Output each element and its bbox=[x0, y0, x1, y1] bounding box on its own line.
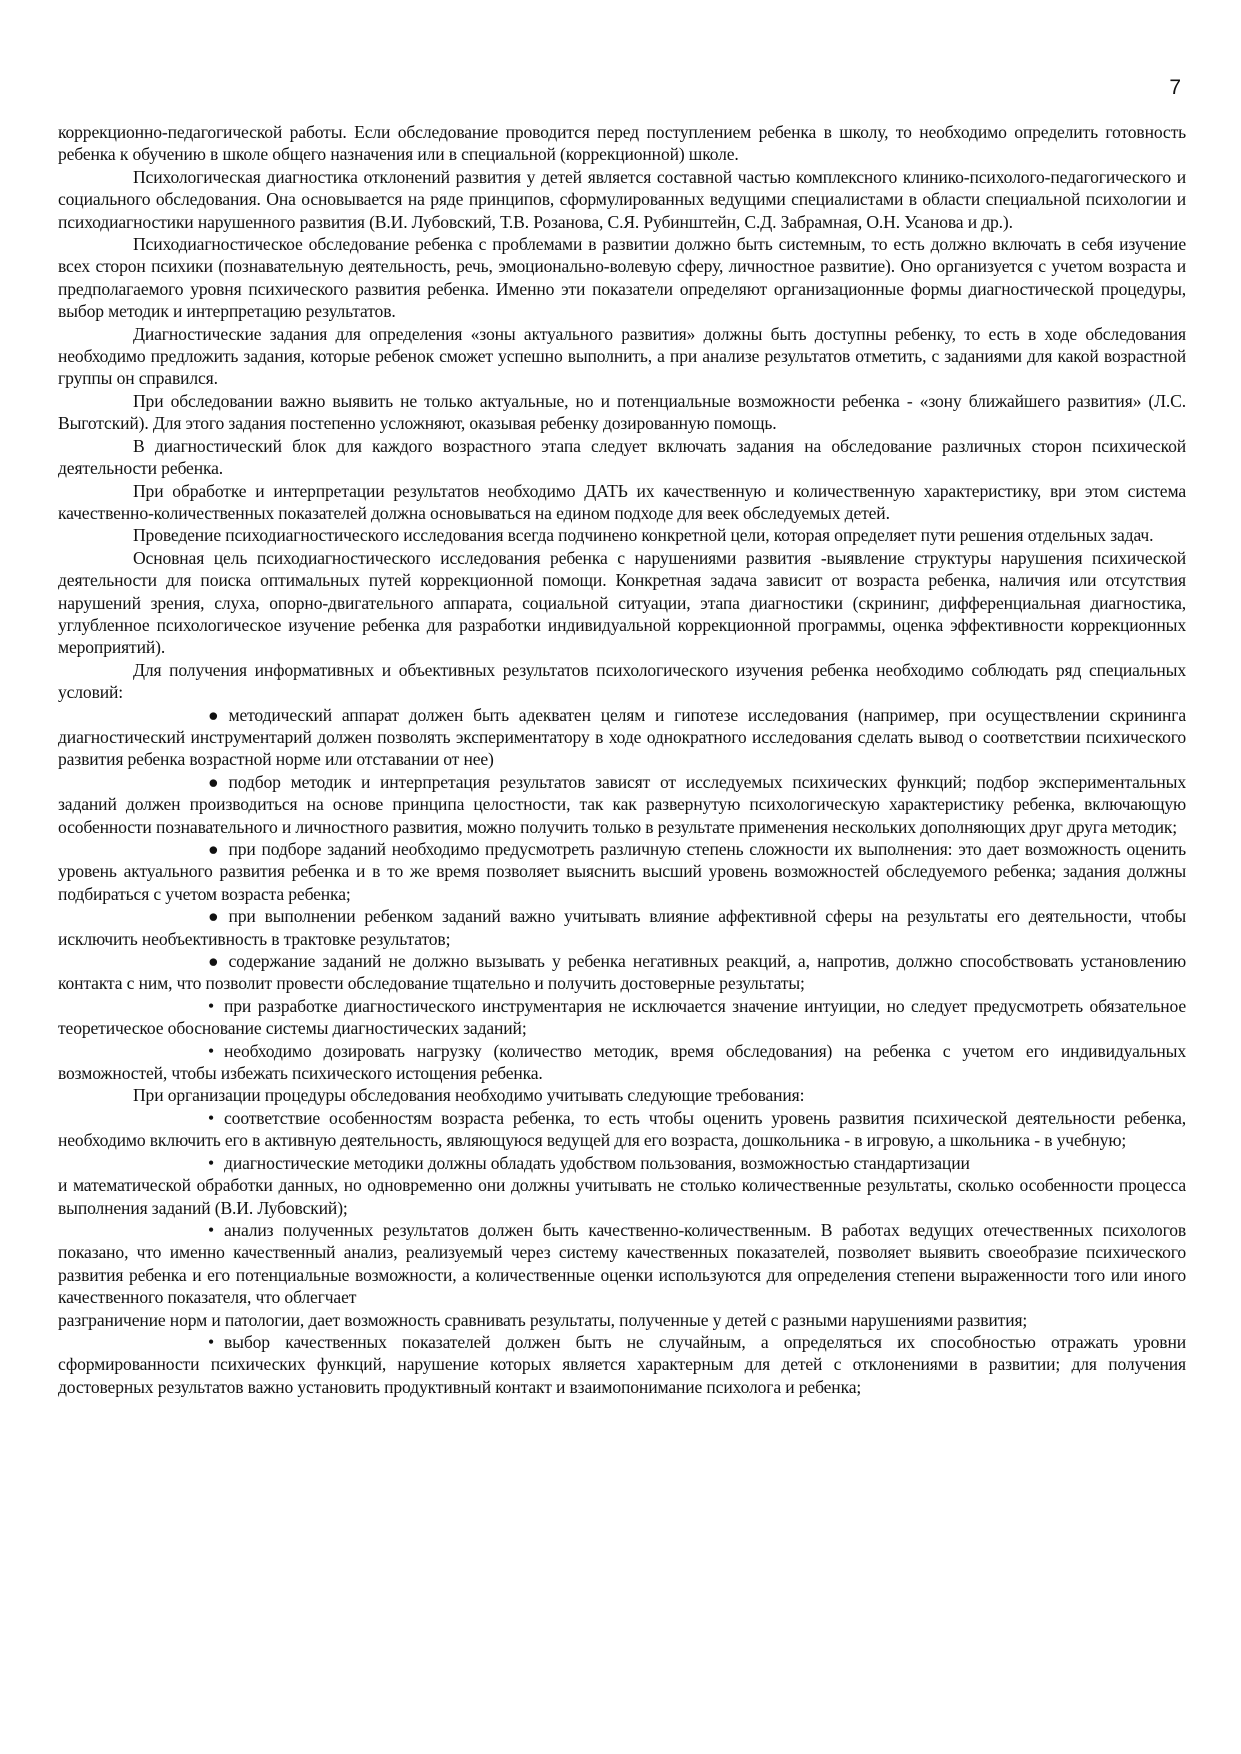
document-body bbox=[58, 121, 1186, 1398]
bullet-item bbox=[58, 950, 1186, 995]
paragraph-text: при подборе заданий необходимо предусмотреть различную степень сложности их выполнения: это дает возможность оценить уровень актуального развития ребенка и в то же время позволяет выяснить высший уровень возможностей обследуемого ребенка; задания должны подбираться с учетом возраста ребенка; bbox=[58, 839, 1186, 904]
paragraph-text: разграничение норм и патологии, дает возможность сравнивать результаты, полученные у детей с разными нарушениями развития; bbox=[58, 1309, 1028, 1330]
paragraph-text: Диагностические задания для определения «зоны актуального развития» должны быть доступны ребенку, то есть в ходе обследования необходимо предложить задания, которые ребенок сможет успешно выполнить, а при анализе результатов отметить, с заданиями для какой возрастной группы он справился. bbox=[58, 323, 1186, 389]
bullet-icon: • bbox=[208, 995, 215, 1016]
paragraph-text: анализ полученных результатов должен быть качественно-количественным. В работах ведущих отечественных психологов показано, что именно качественный анализ, реализуемый через систему качественных показателей, позволяет выявить своеобразие психического развития ребенка и его потенциальные возможности, а количественные оценки используются для определения степени выраженности того или иного качественного показателя, что облегчает bbox=[58, 1219, 1186, 1308]
bullet-item bbox=[58, 995, 1186, 1040]
paragraph-text: выбор качественных показателей должен быть не случайным, а определяться их способностью отражать уровни сформированности психических функций, нарушение которых является характерным для детей с отклонениями в развитии; для получения достоверных результатов важно установить продуктивный контакт и взаимопонимание психолога и ребенка; bbox=[58, 1331, 1186, 1397]
paragraph bbox=[58, 390, 1186, 435]
paragraph-text: коррекционно-педагогической работы. Если обследование проводится перед поступлением ребенка в школу, то необходимо определить готовность ребенка к обучению в школе общего назначения или в специальной (коррекционной) школе. bbox=[58, 122, 1186, 165]
paragraph bbox=[58, 1309, 1186, 1331]
paragraph-text: Основная цель психодиагностического исследования ребенка с нарушениями развития -выявление структуры нарушения психической деятельности для поиска оптимальных путей коррекционной помощи. Конкретная задача зависит от возраста ребенка, наличия или отсутствия нарушений зрения, слуха, опорно-двигательного аппарата, социальной ситуации, этапа диагностики (скрининг, дифференциальная диагностика, углубленное психологическое изучение ребенка для разработки индивидуальной коррекционной программы, оценка эффективности коррекционных мероприятий). bbox=[58, 547, 1186, 658]
paragraph bbox=[58, 1084, 1186, 1106]
bullet-icon: • bbox=[208, 1331, 215, 1352]
paragraph-text: методический аппарат должен быть адекватен целям и гипотезе исследования (например, при осуществлении скрининга диагностический инструментарий должен позволять экспериментатору в ходе однократного исследования сделать вывод о соответствии психического развития ребенка возрастной норме или отставании от нее) bbox=[58, 704, 1186, 770]
bullet-item bbox=[58, 1219, 1186, 1309]
bullet-item bbox=[58, 1107, 1186, 1152]
paragraph bbox=[58, 166, 1186, 233]
bullet-item bbox=[58, 1040, 1186, 1085]
page-number: 7 bbox=[1169, 76, 1181, 99]
paragraph bbox=[58, 524, 1186, 546]
bullet-icon: ● bbox=[208, 951, 219, 972]
paragraph-text: Для получения информативных и объективных результатов психологического изучения ребенка необходимо соблюдать ряд специальных условий: bbox=[58, 659, 1186, 703]
paragraph-text: В диагностический блок для каждого возрастного этапа следует включать задания на обследование различных сторон психической деятельности ребенка. bbox=[58, 435, 1186, 479]
bullet-icon: • bbox=[208, 1107, 215, 1128]
bullet-icon: • bbox=[208, 1219, 215, 1240]
paragraph bbox=[58, 659, 1186, 704]
bullet-icon: • bbox=[208, 1152, 215, 1173]
bullet-icon: ● bbox=[208, 839, 219, 859]
bullet-item bbox=[58, 771, 1186, 838]
bullet-icon: ● bbox=[208, 906, 219, 927]
paragraph-text: при разработке диагностического инструментария не исключается значение интуиции, но следует предусмотреть обязательное теоретическое обоснование системы диагностических заданий; bbox=[58, 995, 1186, 1039]
paragraph bbox=[58, 233, 1186, 323]
paragraph-text: При обработке и интерпретации результатов необходимо ДАТЬ их качественную и количественную характеристику, ври этом система качественно-количественных показателей должна основываться на едином подходе для веек обследуемых детей. bbox=[58, 480, 1186, 523]
paragraph-text: соответствие особенностям возраста ребенка, то есть чтобы оценить уровень развития психической деятельности ребенка, необходимо включить его в активную деятельность, являющуюся ведущей для его возраста, дошкольника - в игровую, а школьника - в учебную; bbox=[58, 1107, 1186, 1151]
paragraph bbox=[58, 121, 1186, 166]
paragraph-text: При обследовании важно выявить не только актуальные, но и потенциальные возможности ребенка - «зону ближайшего развития» (Л.С. Выготский). Для этого задания постепенно усложняют, оказывая ребенку дозированную помощь. bbox=[58, 390, 1186, 434]
paragraph-text: При организации процедуры обследования необходимо учитывать следующие требования: bbox=[133, 1085, 805, 1106]
bullet-item bbox=[58, 838, 1186, 905]
paragraph bbox=[58, 480, 1186, 525]
bullet-item bbox=[58, 905, 1186, 950]
paragraph-text: и математической обработки данных, но одновременно они должны учитывать не столько количественные результаты, сколько особенности процесса выполнения заданий (В.И. Лубовский); bbox=[58, 1175, 1186, 1218]
paragraph bbox=[58, 435, 1186, 480]
paragraph-text: Психологическая диагностика отклонений развития у детей является составной частью комплексного клинико-психолого-педагогического и социального обследования. Она основывается на ряде принципов, сформулированных ведущими специалистами в области специальной психологии и психодиагностики нарушенного развития (В.И. Лубовский, Т.В. Розанова, С.Я. Рубинштейн, С.Д. Забрамная, О.Н. Усанова и др.). bbox=[58, 166, 1186, 232]
paragraph-text: диагностические методики должны обладать удобством пользования, возможностью стандартизации bbox=[224, 1152, 970, 1173]
paragraph bbox=[58, 547, 1186, 659]
paragraph-text: необходимо дозировать нагрузку (количество методик, время обследования) на ребенка с учетом его индивидуальных возможностей, чтобы избежать психического истощения ребенка. bbox=[58, 1040, 1186, 1084]
paragraph-text: содержание заданий не должно вызывать у ребенка негативных реакций, а, напротив, должно способствовать установлению контакта с ним, что позволит провести обследование тщательно и получить достоверные результаты; bbox=[58, 951, 1186, 994]
bullet-item bbox=[58, 704, 1186, 771]
paragraph bbox=[58, 323, 1186, 390]
bullet-icon: ● bbox=[208, 771, 219, 792]
paragraph-text: подбор методик и интерпретация результатов зависят от исследуемых психических функций; подбор экспериментальных заданий должен производиться на основе принципа целостности, так как развернутую психологическую характеристику ребенка, включающую особенности познавательного и личностного развития, можно получить только в результате применения нескольких дополняющих друг друга методик; bbox=[58, 771, 1186, 837]
paragraph-text: Психодиагностическое обследование ребенка с проблемами в развитии должно быть системным, то есть должно включать в себя изучение всех сторон психики (познавательную деятельность, речь, эмоционально-волевую сферу, личностное развитие). Оно организуется с учетом возраста и предполагаемого уровня психического развития ребенка. Именно эти показатели определяют организационные формы диагностической процедуры, выбор методик и интерпретацию результатов. bbox=[58, 234, 1186, 322]
bullet-icon: ● bbox=[208, 704, 219, 725]
paragraph-text: при выполнении ребенком заданий важно учитывать влияние аффективной сферы на результаты его деятельности, чтобы исключить необъективность в трактовке результатов; bbox=[58, 906, 1186, 949]
bullet-item bbox=[58, 1331, 1186, 1398]
bullet-icon: • bbox=[208, 1040, 215, 1061]
paragraph bbox=[58, 1174, 1186, 1219]
paragraph-text: Проведение психодиагностического исследования всегда подчинено конкретной цели, которая определяет пути решения отдельных задач. bbox=[133, 525, 1154, 546]
bullet-item bbox=[58, 1152, 1186, 1174]
